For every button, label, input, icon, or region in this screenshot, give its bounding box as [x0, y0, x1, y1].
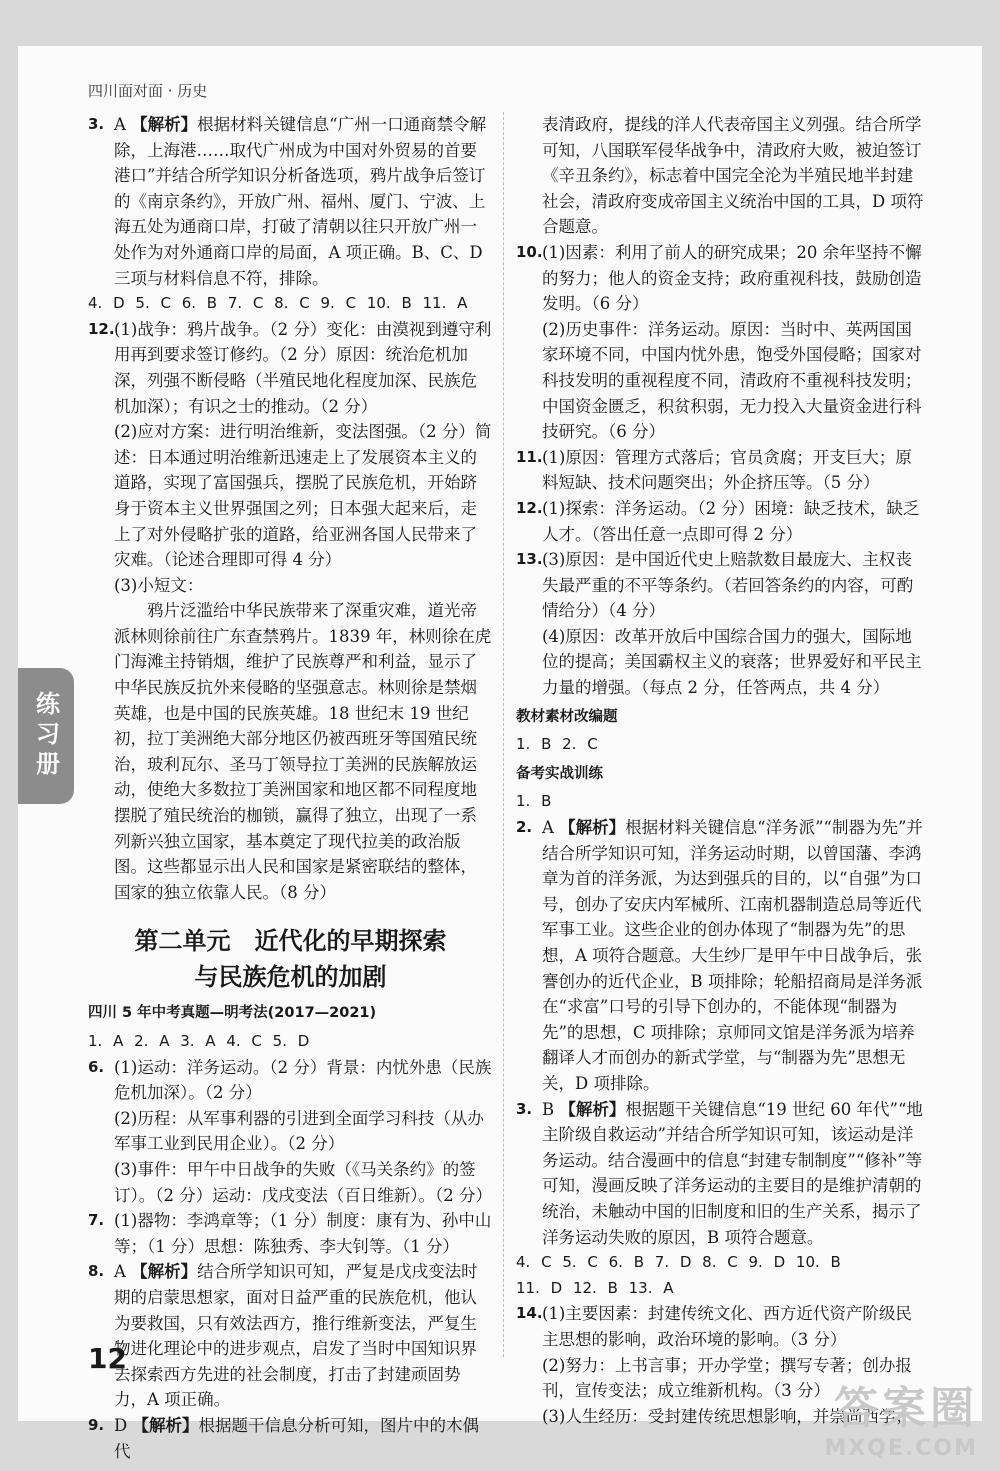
answer-7: 7. (1)器物：李鸿章等；（1 分）制度：康有为、孙中山等；（1 分）思想：陈独秀、李大钊等。（1 分） [88, 1211, 492, 1256]
answer-11: 11. (1)原因：管理方式落后；官员贪腐；开支巨大；原料短缺、技术问题突出；外企挤压等。（5 分） [516, 447, 912, 493]
answer-14-part2: (2)努力：上书言事；开办学堂；撰写专著；创办报刊，宣传变法；成立维新机构。（3 分） [542, 1355, 912, 1401]
right-column [516, 112, 924, 1429]
answer-12: 12. (1)战争：鸦片战争。（2 分）变化：由漠视到遵守利用再到要求签订修约。（2 分）原因：统治危机加深，列强不断侵略（半殖民地化程度加深、民族危机加深）；有识之士的推动。（2 分） [88, 319, 492, 416]
answer-13-part2: (4)原因：改革开放后中国综合国力的强大，国际地位的提高；美国霸权主义的衰落；世界爱好和平民主力量的增强。（每点 2 分，任答两点，共 4 分） [542, 626, 922, 698]
answers-4-10: 4. C 5. C 6. B 7. D 8. C 9. D 10. B [516, 1253, 841, 1272]
column-divider [503, 112, 504, 1357]
unit-title: 第二单元 近代化的早期探索 与民族危机的加剧 [134, 927, 447, 992]
answer-13: 13. (3)原因：是中国近代史上赔款数目最庞大、主权丧失最严重的不平等条约。（若回答条约的内容，可酌情给分）（4 分） [516, 550, 914, 621]
page-number: 12 [88, 1342, 127, 1375]
answer-3: 3. A 【解析】根据材料关键信息“广州一口通商禁令解除，上海港……取代广州成为中国对外贸易的首要港口”并结合所学知识分析备选项，鸦片战争后签订的《南京条约》，开放广州、福州、厦门、宁波、上海五处为通商口岸，打破了清朝以往只开放广州一处作为对外通商口岸的局面，A 项正确。B、C、D 三项与材料信息不符，排除。 [88, 115, 487, 288]
answer-10: 10. (1)因素：利用了前人的研究成果；20 余年坚持不懈的努力；他人的资金支持；政府重视科技，鼓励创造发明。（6 分） [516, 242, 922, 314]
answer-9: 9. D 【解析】根据题干信息分析可知，图片中的木偶代 [88, 1415, 479, 1461]
answer-12-right: 12. (1)探索：洋务运动。（2 分）困境：缺乏技术，缺乏人才。（答出任意一点即可得 2 分） [516, 498, 920, 544]
side-tab-workbook: 练习册 [18, 668, 74, 804]
answer-14-part3: (3)人生经历：受封建传统思想影响，并崇尚西学； [542, 1406, 912, 1426]
answer-12-part3: (3)小短文： [114, 575, 204, 595]
answer-12-part2: (2)应对方案：进行明治维新，变法图强。（2 分）简述：日本通过明治维新迅速走上了发展资本主义的道路，实现了富国强兵，摆脱了民族危机，开始跻身于资本主义世界强国之列；日本强大起来后，走上了对外侵略扩张的道路，给亚洲各国人民带来了灾难。（论述合理即可得 4 分） [114, 422, 492, 570]
answer-10-part2: (2)历史事件：洋务运动。原因：当时中、英两国国家环境不同，中国内忧外患，饱受外国侵略；国家对科技发明的重视程度不同，清政府不重视科技发明；中国资金匮乏，积贫积弱，无力投入大量资金进行科技研究。（6 分） [542, 319, 922, 442]
answers-1-5: 1. A 2. A 3. A 4. C 5. D [88, 1032, 310, 1050]
answers-11-13: 11. D 12. B 13. A [516, 1278, 674, 1297]
answer-14: 14. (1)主要因素：封建传统文化、西方近代资产阶级民主思想的影响，政治环境的影响。（3 分） [516, 1304, 912, 1349]
answer-8: 8. A 【解析】结合所学知识可知，严复是戊戌变法时期的启蒙思想家，面对日益严重的民族危机，他认为要救国，只有效法西方，推行维新变法，严复生物进化理论中的进步观点，启发了当时中国知识界去探索西方先进的社会制度，打击了封建顽固势力，A 项正确。 [88, 1262, 478, 1410]
section-title-exam: 四川 5 年中考真题—明考法(2017—2021) [88, 1005, 377, 1022]
watermark-logo: 答案圈 MXQE.COM [824, 1383, 978, 1461]
answer-6-part3: (3)事件：甲午中日战争的失败（《马关条约》的签订）。（2 分）运动：戊戌变法（百日维新）。（2 分） [114, 1159, 492, 1205]
answers-4-11: 4. D 5. C 6. B 7. C 8. C 9. C 10. B 11. A [88, 294, 468, 313]
section-title-practice: 备考实战训练 [516, 765, 603, 782]
answer-3-practice: 3. B 【解析】根据题干关键信息“19 世纪 60 年代”“地主阶级自救运动”并结合所学知识可知，该运动是洋务运动。结合漫画中的信息“封建专制制度”“修补”等可知，漫画反映了洋务运动的主要目的是维护清朝的统治，未触动中国的旧制度和旧的生产关系，揭示了洋务运动失败的原因，B 项符合题意。 [516, 1099, 923, 1247]
answer-6-part2: (2)历程：从军事利器的引进到全面学习科技（从办军事工业到民用企业）。（2 分） [114, 1108, 484, 1154]
running-header: 四川面对面 · 历史 [88, 82, 208, 100]
left-column [88, 112, 493, 1464]
answers-1-2: 1. B 2. C [516, 735, 598, 754]
answer-12-essay: 鸦片泛滥给中华民族带来了深重灾难，道光帝派林则徐前往广东查禁鸦片。1839 年，林则徐在虎门海滩主持销烟，维护了民族尊严和利益，显示了中华民族反抗外来侵略的坚强意志。林则徐是禁烟英雄，也是中国的民族英雄。18 世纪末 19 世纪初，拉丁美洲绝大部分地区仍被西班牙等国殖民统治，玻利瓦尔、圣马丁领导拉丁美洲的民族解放运动，使绝大多数拉丁美洲国家和地区都不同程度地摆脱了殖民统治的枷锁，赢得了独立，出现了一系列新兴独立国家，基本奠定了现代拉美的政治版图。这些都显示出人民和国家是紧密联结的整体，国家的独立依靠人民。（8 分） [114, 601, 492, 902]
answer-6: 6. (1)运动：洋务运动。（2 分）背景：内忧外患（民族危机加深）。（2 分） [88, 1057, 492, 1103]
section-title-textbook: 教材素材改编题 [516, 708, 618, 725]
answer-9-continued: 表清政府，提线的洋人代表帝国主义列强。结合所学可知，八国联军侵华战争中，清政府大败，被迫签订《辛丑条约》，标志着中国完全沦为半殖民地半封建社会，清政府变成帝国主义统治中国的工具，D 项符合题意。 [542, 115, 924, 237]
answer-1: 1. B [516, 792, 552, 811]
answer-2-practice: 2. A 【解析】根据材料关键信息“洋务派”“制器为先”并结合所学知识可知，洋务运动时期，以曾国藩、李鸿章为首的洋务派，为达到强兵的目的，以“自强”为口号，创办了安庆内军械所、江南机器制造总局等近代军事工业。这些企业的创办体现了“制器为先”的思想，A 项符合题意。大生纱厂是甲午中日战争后，张謇创办的近代企业，B 项排除；轮船招商局是洋务派在“求富”口号的引导下创办的，不能体现“制器为先”的思想，C 项排除；京师同文馆是洋务派为培养翻译人才而创办的新式学堂，与“制器为先”思想无关，D 项排除。 [516, 818, 923, 1093]
